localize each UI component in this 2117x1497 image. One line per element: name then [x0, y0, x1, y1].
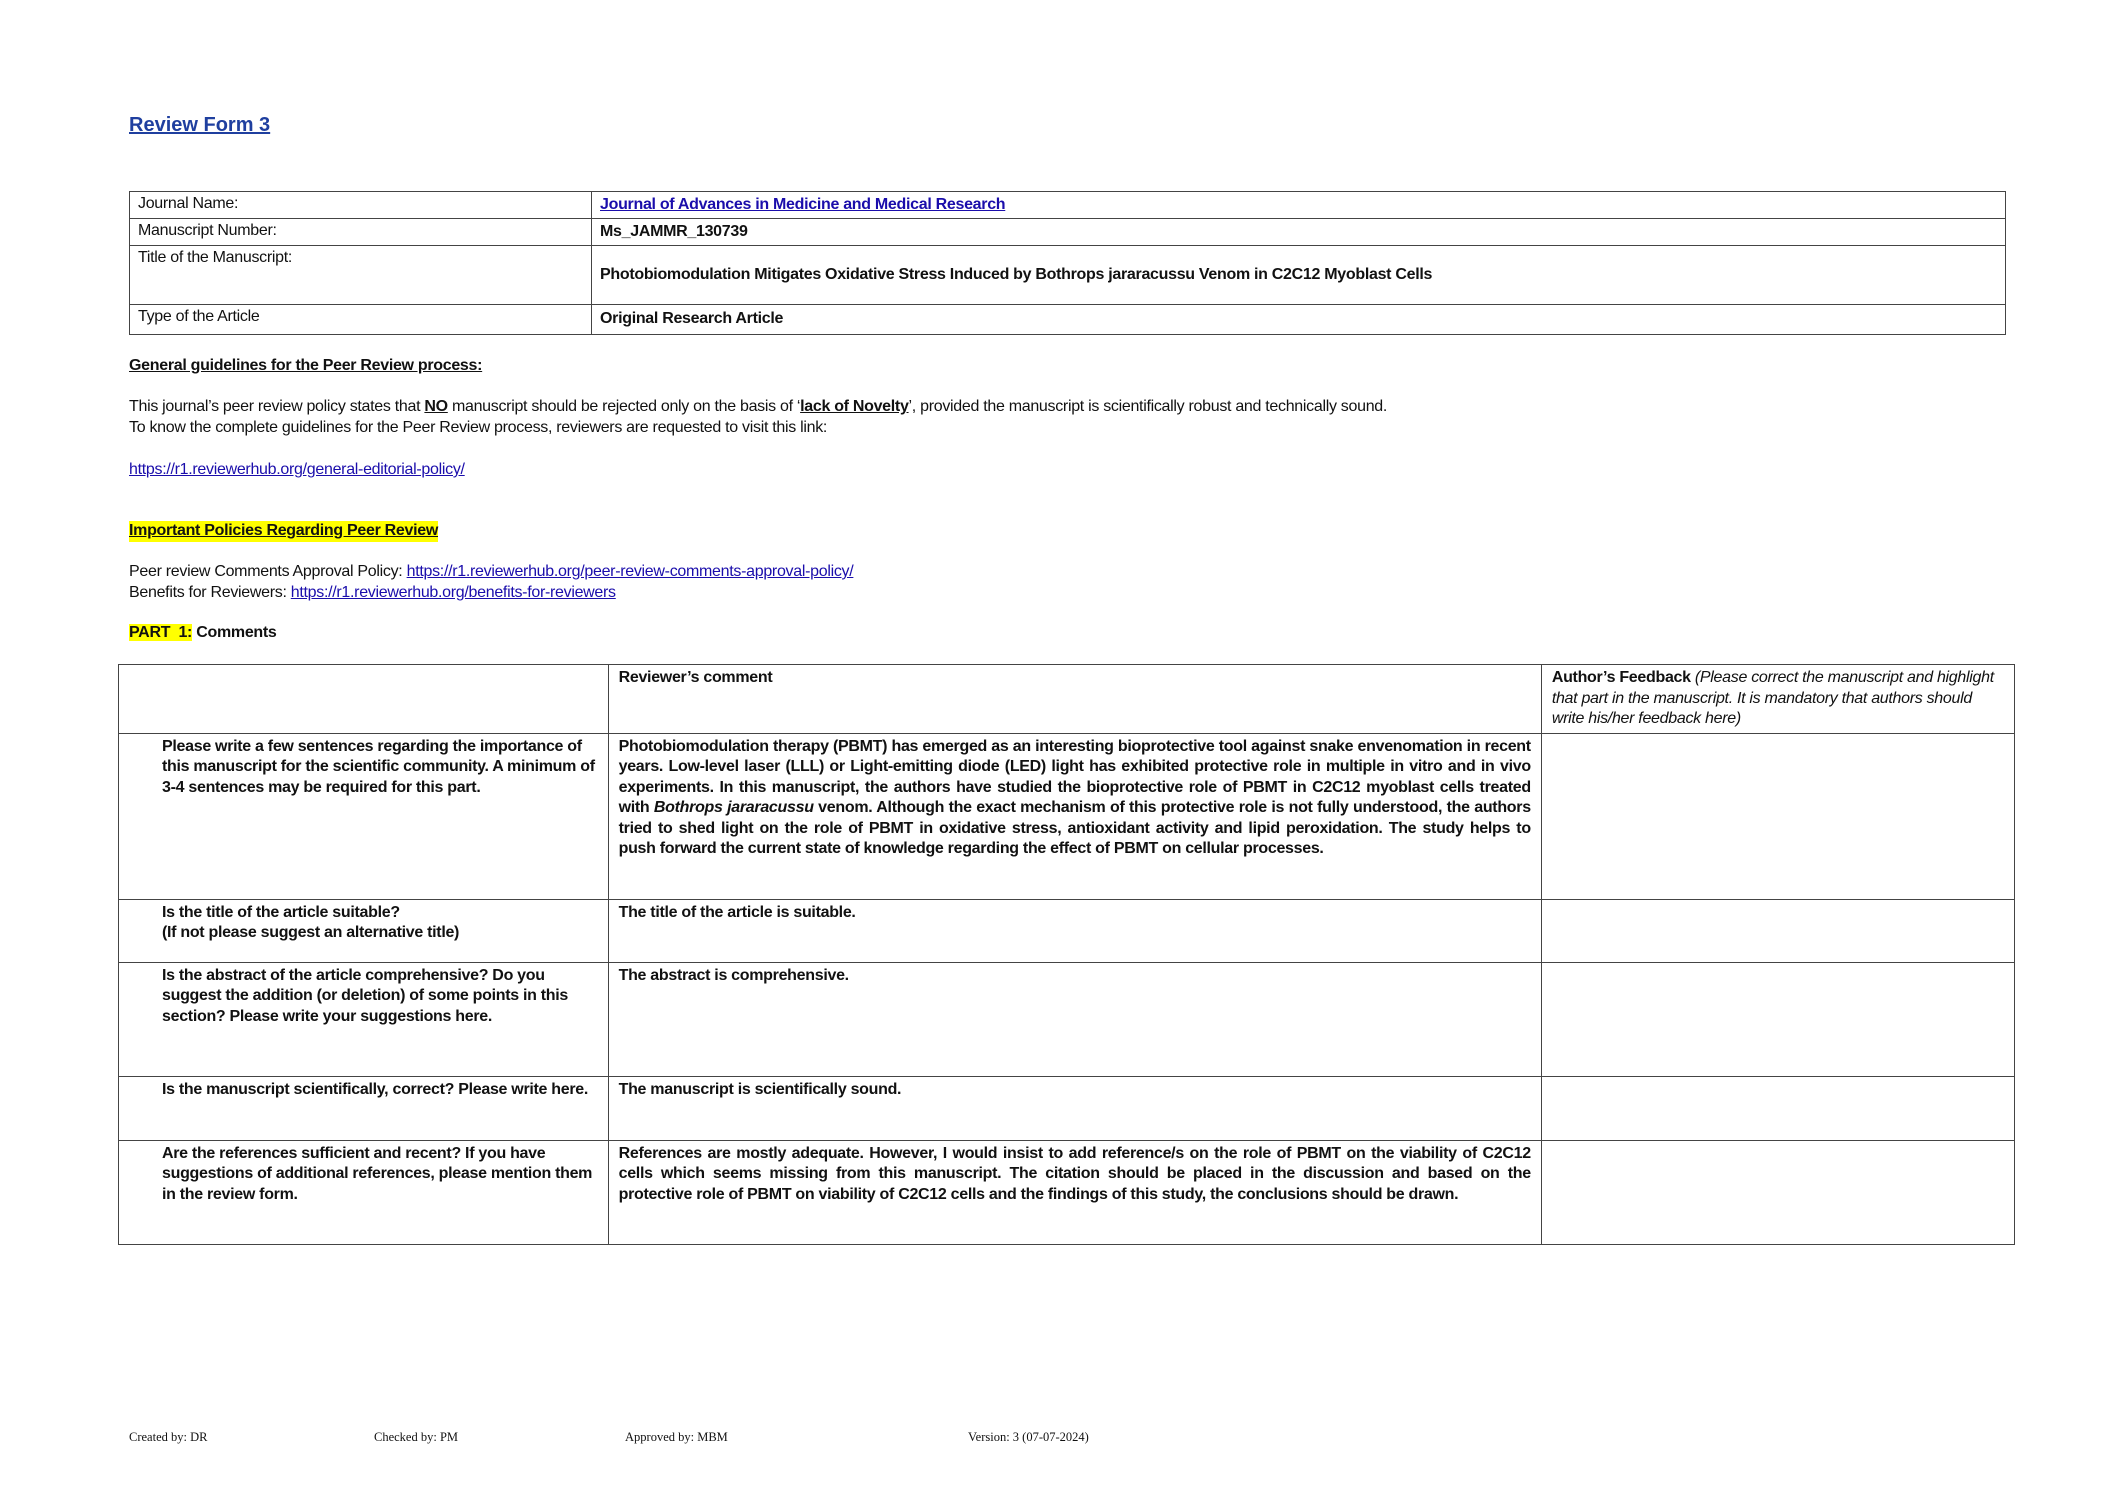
form-title[interactable]: Review Form 3 — [129, 114, 271, 136]
feedback-cell[interactable] — [1541, 733, 2014, 899]
part1-label: PART 1: — [129, 624, 193, 641]
article-type-value: Original Research Article — [592, 305, 2006, 335]
guidelines-text-2: To know the complete guidelines for the Peer Review process, reviewers are requested to visit this link: — [129, 418, 828, 436]
guidelines-paragraph — [129, 397, 1387, 438]
footer-approved-by: Approved by: MBM — [625, 1430, 728, 1444]
question-cell — [119, 899, 609, 962]
guidelines-text: This journal’s peer review policy states that — [129, 398, 425, 415]
journal-name-link[interactable]: Journal of Advances in Medicine and Medical Research — [600, 195, 1006, 213]
comment-cell[interactable]: The abstract is comprehensive. — [608, 962, 1541, 1076]
no-emphasis: NO — [424, 398, 448, 415]
footer-checked-by: Checked by: PM — [374, 1430, 459, 1444]
species-name: Bothrops jararacussu — [653, 799, 814, 816]
feedback-cell[interactable] — [1541, 1076, 2014, 1140]
guidelines-text: ’, provided the manuscript is scientifically robust and technically sound. — [908, 398, 1388, 415]
comment-cell[interactable]: The manuscript is scientifically sound. — [608, 1076, 1541, 1140]
editorial-policy-link[interactable]: https://r1.reviewerhub.org/general-editorial-policy/ — [129, 461, 465, 478]
question-cell: Is the abstract of the article comprehensive? Do you suggest the addition (or deletion) of some points in this section? Please write your suggestions here. — [119, 962, 609, 1076]
part1-heading — [129, 623, 277, 644]
benefits-link[interactable]: https://r1.reviewerhub.org/benefits-for-reviewers — [290, 583, 616, 601]
question-cell: Is the manuscript scientifically, correct? Please write here. — [119, 1076, 609, 1140]
footer-created-by: Created by: DR — [129, 1430, 208, 1444]
author-feedback-header — [1541, 665, 2014, 734]
question-cell: Please write a few sentences regarding the importance of this manuscript for the scientific community. A minimum of 3-4 sentences may be required for this part. — [119, 733, 609, 899]
feedback-cell[interactable] — [1541, 1140, 2014, 1244]
question-line: (If not please suggest an alternative title) — [162, 924, 460, 941]
table-row — [119, 962, 2015, 1076]
article-type-label: Type of the Article — [130, 305, 592, 335]
guidelines-text: manuscript should be rejected only on the basis of ‘ — [447, 398, 801, 415]
author-feedback-instructions: (Please correct the manuscript and highlight that part in the manuscript. It is mandatory that authors should write his/her feedback here) — [1551, 669, 1994, 727]
novelty-emphasis: lack of Novelty — [800, 398, 909, 415]
policies-heading: Important Policies Regarding Peer Review — [129, 521, 438, 542]
feedback-cell[interactable] — [1541, 899, 2014, 962]
manuscript-number-value: Ms_JAMMR_130739 — [592, 219, 2006, 246]
manuscript-title-value: Photobiomodulation Mitigates Oxidative Stress Induced by Bothrops jararacussu Venom in C2C12 Myoblast Cells — [592, 246, 2006, 305]
footer-version: Version: 3 (07-07-2024) — [968, 1430, 1089, 1444]
journal-name-label: Journal Name: — [130, 192, 592, 219]
comment-cell[interactable]: References are mostly adequate. However, I would insist to add reference/s on the role of PBMT on the viability of C2C12 cells which seems missing from this manuscript. The citation should be placed in the discussion and based on the protective role of PBMT on viability of C2C12 cells and the findings of this study, the conclusions should be drawn. — [608, 1140, 1541, 1244]
table-row — [119, 1140, 2015, 1244]
table-row — [119, 899, 2015, 962]
approval-policy-link[interactable]: https://r1.reviewerhub.org/peer-review-comments-approval-policy/ — [406, 563, 854, 580]
author-feedback-title: Author’s Feedback — [1551, 669, 1691, 686]
manuscript-number-label: Manuscript Number: — [130, 219, 592, 246]
table-row — [119, 1076, 2015, 1140]
approval-policy-label: Peer review Comments Approval Policy: — [129, 563, 407, 580]
feedback-cell[interactable] — [1541, 962, 2014, 1076]
table-row — [119, 733, 2015, 899]
reviewer-comment-header: Reviewer’s comment — [608, 665, 1541, 734]
comment-cell[interactable] — [608, 733, 1541, 899]
benefits-label: Benefits for Reviewers: — [129, 583, 291, 601]
comment-text: Photobiomodulation therapy (PBMT) has emerged as an interesting bioprotective tool against snake envenomation in recent years. Low-level laser (LLL) or Light-emitting diode (LED) light has exhibited protective role in multiple in vitro and in vivo experiments. In this manuscript, the authors have studied the bioprotective role of PBMT in C2C12 myoblast cells treated with — [618, 737, 1531, 816]
comments-table — [118, 664, 2015, 1245]
comment-cell[interactable]: The title of the article is suitable. — [608, 899, 1541, 962]
question-line: Is the title of the article suitable? — [162, 903, 400, 921]
manuscript-info-table — [129, 191, 2006, 335]
manuscript-title-label: Title of the Manuscript: — [130, 246, 592, 305]
table-header-row — [119, 665, 2015, 734]
comment-text: venom. Although the exact mechanism of this protective role is not fully understood, the authors tried to shed light on the role of PBMT in oxidative stress, antioxidant activity and lipid peroxidation. The study helps to push forward the current state of knowledge regarding the effect of PBMT on cellular processes. — [618, 799, 1531, 857]
question-cell: Are the references sufficient and recent? If you have suggestions of additional references, please mention them in the review form. — [119, 1140, 609, 1244]
guidelines-heading: General guidelines for the Peer Review process: — [129, 357, 483, 374]
part1-title: Comments — [192, 624, 277, 641]
policy-links — [129, 562, 853, 603]
